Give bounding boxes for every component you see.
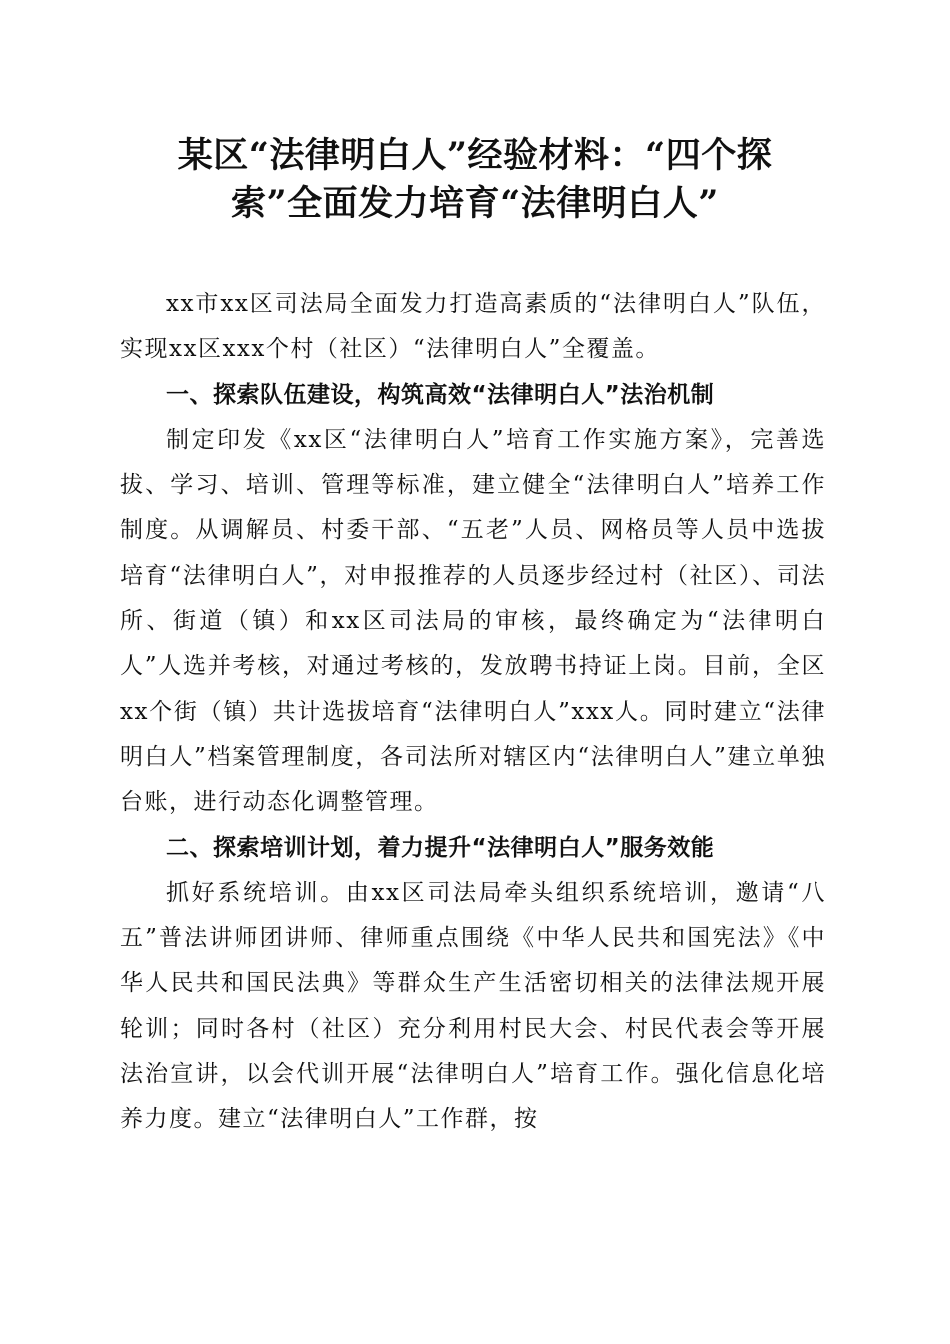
intro-paragraph: xx市xx区司法局全面发力打造高素质的“法律明白人”队伍，实现xx区xxx个村（社区）“法律明白人”全覆盖。 xyxy=(120,291,826,363)
document-body xyxy=(120,282,826,1143)
document-title xyxy=(0,132,950,228)
title-line-2: 索”全面发力培育“法律明白人” xyxy=(231,183,719,224)
section-2-paragraph: 抓好系统培训。由xx区司法局牵头组织系统培训，邀请“八五”普法讲师团讲师、律师重点围绕《中华人民共和国宪法》《中华人民共和国民法典》等群众生产生活密切相关的法律法规开展轮训；同时各村（社区）充分利用村民大会、村民代表会等开展法治宣讲，以会代训开展“法律明白人”培育工作。强化信息化培养力度。建立“法律明白人”工作群，按 xyxy=(120,879,826,1133)
title-line-1: 某区“法律明白人”经验材料：“四个探 xyxy=(177,135,773,176)
section-2-heading: 二、探索培训计划，着力提升“法律明白人”服务效能 xyxy=(166,834,715,861)
section-1-heading: 一、探索队伍建设，构筑高效“法律明白人”法治机制 xyxy=(166,381,715,408)
section-1-paragraph: 制定印发《xx区“法律明白人”培育工作实施方案》，完善选拔、学习、培训、管理等标准，建立健全“法律明白人”培养工作制度。从调解员、村委干部、“五老”人员、网格员等人员中选拔培育“法律明白人”，对申报推荐的人员逐步经过村（社区）、司法所、街道（镇）和xx区司法局的审核，最终确定为“法律明白人”人选并考核，对通过考核的，发放聘书持证上岗。目前，全区xx个街（镇）共计选拔培育“法律明白人”xxx人。同时建立“法律明白人”档案管理制度，各司法所对辖区内“法律明白人”建立单独台账，进行动态化调整管理。 xyxy=(120,426,826,816)
